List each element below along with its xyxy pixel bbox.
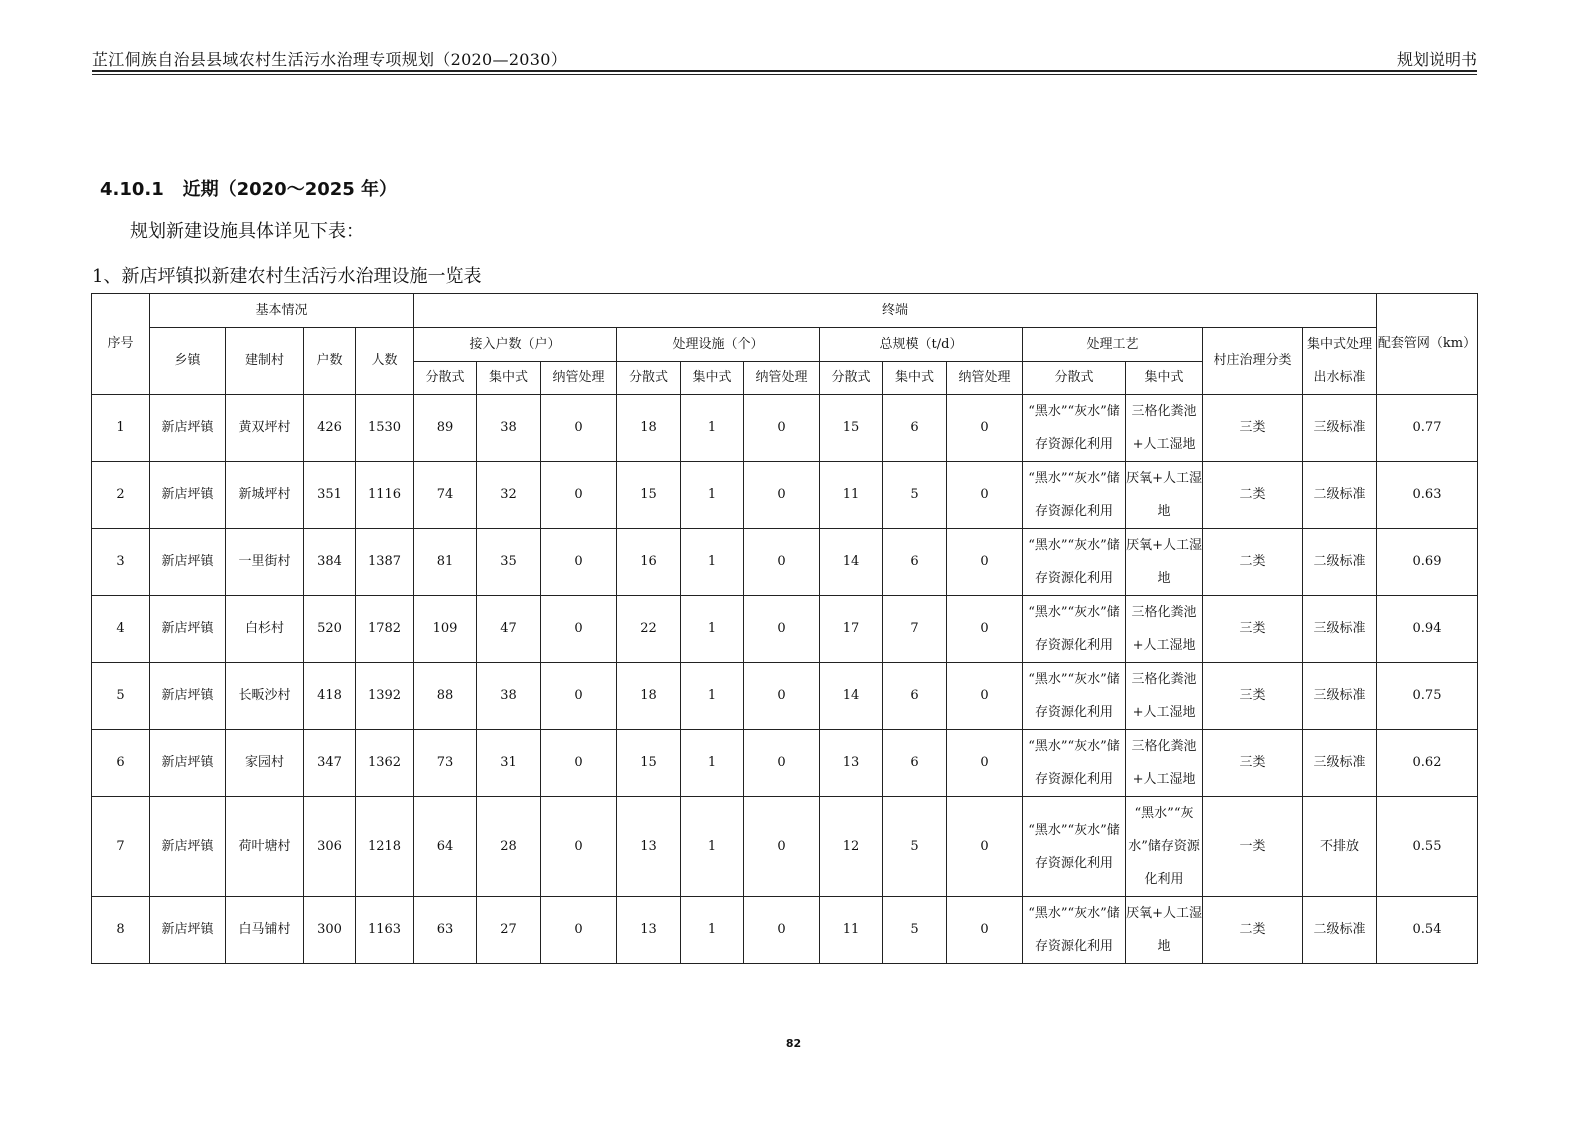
cell-proc-c: 三格化粪池+人工湿地 bbox=[1126, 730, 1203, 797]
cell-conn-d: 63 bbox=[414, 897, 477, 964]
cell-seq: 2 bbox=[92, 462, 150, 529]
cell-conn-d: 109 bbox=[414, 596, 477, 663]
cell-fac-s: 0 bbox=[744, 462, 820, 529]
th-proc-centralized: 集中式 bbox=[1126, 362, 1203, 395]
table-row bbox=[92, 663, 1478, 730]
cell-sc-d: 11 bbox=[820, 462, 883, 529]
cell-proc-d: “黑水”“灰水”储存资源化利用 bbox=[1023, 596, 1126, 663]
cell-sc-d: 11 bbox=[820, 897, 883, 964]
cell-sc-s: 0 bbox=[947, 897, 1023, 964]
cell-pipe: 0.77 bbox=[1377, 395, 1478, 462]
cell-town: 新店坪镇 bbox=[150, 897, 226, 964]
cell-pipe: 0.63 bbox=[1377, 462, 1478, 529]
cell-fac-c: 1 bbox=[681, 663, 744, 730]
cell-proc-c: 厌氧+人工湿地 bbox=[1126, 462, 1203, 529]
cell-fac-d: 18 bbox=[617, 663, 681, 730]
table-row bbox=[92, 797, 1478, 897]
cell-proc-d: “黑水”“灰水”储存资源化利用 bbox=[1023, 730, 1126, 797]
cell-sc-d: 14 bbox=[820, 529, 883, 596]
cell-category: 三类 bbox=[1203, 730, 1303, 797]
cell-population: 1387 bbox=[356, 529, 414, 596]
th-seq: 序号 bbox=[92, 294, 150, 395]
cell-sc-s: 0 bbox=[947, 663, 1023, 730]
cell-category: 一类 bbox=[1203, 797, 1303, 897]
cell-category: 二类 bbox=[1203, 462, 1303, 529]
cell-sc-c: 6 bbox=[883, 730, 947, 797]
cell-town: 新店坪镇 bbox=[150, 596, 226, 663]
cell-pipe: 0.55 bbox=[1377, 797, 1478, 897]
cell-sc-d: 12 bbox=[820, 797, 883, 897]
cell-standard: 二级标准 bbox=[1303, 462, 1377, 529]
cell-sc-s: 0 bbox=[947, 462, 1023, 529]
header-doc-type: 规划说明书 bbox=[1396, 50, 1477, 69]
cell-proc-c: 三格化粪池+人工湿地 bbox=[1126, 395, 1203, 462]
cell-village: 长畈沙村 bbox=[226, 663, 304, 730]
cell-standard: 三级标准 bbox=[1303, 395, 1377, 462]
cell-fac-c: 1 bbox=[681, 897, 744, 964]
cell-village: 新城坪村 bbox=[226, 462, 304, 529]
header-rule-thick bbox=[92, 70, 1477, 72]
cell-population: 1218 bbox=[356, 797, 414, 897]
cell-conn-c: 32 bbox=[477, 462, 541, 529]
th-proc-dispersed: 分散式 bbox=[1023, 362, 1126, 395]
cell-seq: 3 bbox=[92, 529, 150, 596]
table-row bbox=[92, 462, 1478, 529]
th-conn-sewer: 纳管处理 bbox=[541, 362, 617, 395]
cell-conn-s: 0 bbox=[541, 797, 617, 897]
cell-sc-d: 15 bbox=[820, 395, 883, 462]
cell-seq: 5 bbox=[92, 663, 150, 730]
cell-village: 一里街村 bbox=[226, 529, 304, 596]
cell-village: 白马铺村 bbox=[226, 897, 304, 964]
th-process: 处理工艺 bbox=[1023, 328, 1203, 362]
cell-conn-d: 89 bbox=[414, 395, 477, 462]
th-basic: 基本情况 bbox=[150, 294, 414, 328]
cell-fac-d: 15 bbox=[617, 462, 681, 529]
cell-seq: 4 bbox=[92, 596, 150, 663]
th-connected: 接入户数（户） bbox=[414, 328, 617, 362]
cell-population: 1116 bbox=[356, 462, 414, 529]
cell-proc-d: “黑水”“灰水”储存资源化利用 bbox=[1023, 797, 1126, 897]
cell-fac-c: 1 bbox=[681, 462, 744, 529]
section-heading bbox=[100, 175, 397, 201]
cell-conn-c: 47 bbox=[477, 596, 541, 663]
th-households: 户数 bbox=[304, 328, 356, 395]
cell-proc-c: 厌氧+人工湿地 bbox=[1126, 529, 1203, 596]
cell-category: 三类 bbox=[1203, 663, 1303, 730]
cell-proc-c: 厌氧+人工湿地 bbox=[1126, 897, 1203, 964]
cell-households: 300 bbox=[304, 897, 356, 964]
cell-proc-d: “黑水”“灰水”储存资源化利用 bbox=[1023, 663, 1126, 730]
cell-pipe: 0.54 bbox=[1377, 897, 1478, 964]
th-conn-dispersed: 分散式 bbox=[414, 362, 477, 395]
cell-fac-d: 16 bbox=[617, 529, 681, 596]
cell-conn-s: 0 bbox=[541, 663, 617, 730]
cell-households: 520 bbox=[304, 596, 356, 663]
cell-pipe: 0.69 bbox=[1377, 529, 1478, 596]
cell-standard: 三级标准 bbox=[1303, 663, 1377, 730]
cell-fac-s: 0 bbox=[744, 730, 820, 797]
cell-fac-c: 1 bbox=[681, 730, 744, 797]
cell-proc-d: “黑水”“灰水”储存资源化利用 bbox=[1023, 529, 1126, 596]
cell-proc-d: “黑水”“灰水”储存资源化利用 bbox=[1023, 897, 1126, 964]
cell-village: 白杉村 bbox=[226, 596, 304, 663]
cell-conn-c: 38 bbox=[477, 395, 541, 462]
cell-households: 306 bbox=[304, 797, 356, 897]
cell-conn-s: 0 bbox=[541, 596, 617, 663]
cell-conn-s: 0 bbox=[541, 730, 617, 797]
cell-fac-d: 13 bbox=[617, 797, 681, 897]
cell-standard: 不排放 bbox=[1303, 797, 1377, 897]
table-row bbox=[92, 596, 1478, 663]
cell-fac-d: 13 bbox=[617, 897, 681, 964]
intro-paragraph: 规划新建设施具体详见下表： bbox=[130, 221, 364, 242]
cell-fac-c: 1 bbox=[681, 596, 744, 663]
cell-town: 新店坪镇 bbox=[150, 462, 226, 529]
cell-sc-d: 13 bbox=[820, 730, 883, 797]
cell-population: 1530 bbox=[356, 395, 414, 462]
cell-population: 1392 bbox=[356, 663, 414, 730]
table-row bbox=[92, 730, 1478, 797]
th-category: 村庄治理分类 bbox=[1203, 328, 1303, 395]
cell-standard: 二级标准 bbox=[1303, 529, 1377, 596]
cell-pipe: 0.94 bbox=[1377, 596, 1478, 663]
cell-village: 荷叶塘村 bbox=[226, 797, 304, 897]
header-rule-thin bbox=[92, 74, 1477, 75]
cell-households: 418 bbox=[304, 663, 356, 730]
cell-pipe: 0.75 bbox=[1377, 663, 1478, 730]
cell-proc-c: 三格化粪池+人工湿地 bbox=[1126, 663, 1203, 730]
cell-conn-c: 35 bbox=[477, 529, 541, 596]
table-row bbox=[92, 395, 1478, 462]
cell-conn-s: 0 bbox=[541, 897, 617, 964]
cell-conn-s: 0 bbox=[541, 395, 617, 462]
cell-sc-c: 5 bbox=[883, 797, 947, 897]
cell-category: 三类 bbox=[1203, 395, 1303, 462]
cell-conn-d: 74 bbox=[414, 462, 477, 529]
th-facilities: 处理设施（个） bbox=[617, 328, 820, 362]
cell-village: 黄双坪村 bbox=[226, 395, 304, 462]
table-row bbox=[92, 897, 1478, 964]
cell-fac-c: 1 bbox=[681, 395, 744, 462]
cell-proc-c: 三格化粪池+人工湿地 bbox=[1126, 596, 1203, 663]
section-title: 近期（2020～2025 年） bbox=[182, 179, 398, 200]
cell-conn-d: 81 bbox=[414, 529, 477, 596]
cell-sc-c: 7 bbox=[883, 596, 947, 663]
cell-seq: 7 bbox=[92, 797, 150, 897]
cell-town: 新店坪镇 bbox=[150, 797, 226, 897]
cell-standard: 三级标准 bbox=[1303, 596, 1377, 663]
page-number: 82 bbox=[785, 1037, 802, 1050]
cell-sc-c: 6 bbox=[883, 529, 947, 596]
th-standard: 集中式处理出水标准 bbox=[1303, 328, 1377, 395]
th-fac-dispersed: 分散式 bbox=[617, 362, 681, 395]
cell-fac-d: 18 bbox=[617, 395, 681, 462]
cell-fac-s: 0 bbox=[744, 596, 820, 663]
cell-sc-s: 0 bbox=[947, 596, 1023, 663]
th-fac-sewer: 纳管处理 bbox=[744, 362, 820, 395]
cell-category: 二类 bbox=[1203, 529, 1303, 596]
cell-households: 351 bbox=[304, 462, 356, 529]
th-terminal: 终端 bbox=[414, 294, 1377, 328]
cell-town: 新店坪镇 bbox=[150, 395, 226, 462]
cell-fac-s: 0 bbox=[744, 897, 820, 964]
cell-town: 新店坪镇 bbox=[150, 663, 226, 730]
cell-proc-d: “黑水”“灰水”储存资源化利用 bbox=[1023, 395, 1126, 462]
cell-sc-c: 6 bbox=[883, 395, 947, 462]
facility-table bbox=[91, 293, 1478, 964]
th-fac-centralized: 集中式 bbox=[681, 362, 744, 395]
table-caption: 1、新店坪镇拟新建农村生活污水治理设施一览表 bbox=[92, 266, 482, 287]
cell-fac-d: 22 bbox=[617, 596, 681, 663]
cell-fac-s: 0 bbox=[744, 395, 820, 462]
cell-standard: 二级标准 bbox=[1303, 897, 1377, 964]
cell-population: 1782 bbox=[356, 596, 414, 663]
header-title: 芷江侗族自治县县域农村生活污水治理专项规划（2020—2030） bbox=[92, 50, 568, 69]
cell-seq: 6 bbox=[92, 730, 150, 797]
cell-conn-c: 38 bbox=[477, 663, 541, 730]
cell-town: 新店坪镇 bbox=[150, 730, 226, 797]
cell-category: 三类 bbox=[1203, 596, 1303, 663]
cell-fac-d: 15 bbox=[617, 730, 681, 797]
cell-fac-c: 1 bbox=[681, 529, 744, 596]
th-village: 建制村 bbox=[226, 328, 304, 395]
table-row bbox=[92, 529, 1478, 596]
cell-proc-c: “黑水”“灰水”储存资源化利用 bbox=[1126, 797, 1203, 897]
cell-conn-d: 73 bbox=[414, 730, 477, 797]
cell-seq: 1 bbox=[92, 395, 150, 462]
th-pipe: 配套管网（km） bbox=[1377, 294, 1478, 395]
cell-population: 1362 bbox=[356, 730, 414, 797]
cell-seq: 8 bbox=[92, 897, 150, 964]
cell-sc-c: 5 bbox=[883, 462, 947, 529]
th-town: 乡镇 bbox=[150, 328, 226, 395]
cell-proc-d: “黑水”“灰水”储存资源化利用 bbox=[1023, 462, 1126, 529]
cell-conn-d: 64 bbox=[414, 797, 477, 897]
th-scale: 总规模（t/d） bbox=[820, 328, 1023, 362]
cell-fac-c: 1 bbox=[681, 797, 744, 897]
th-population: 人数 bbox=[356, 328, 414, 395]
cell-sc-c: 5 bbox=[883, 897, 947, 964]
cell-households: 384 bbox=[304, 529, 356, 596]
cell-fac-s: 0 bbox=[744, 529, 820, 596]
cell-conn-s: 0 bbox=[541, 462, 617, 529]
cell-conn-c: 27 bbox=[477, 897, 541, 964]
cell-conn-d: 88 bbox=[414, 663, 477, 730]
cell-sc-s: 0 bbox=[947, 529, 1023, 596]
th-scale-centralized: 集中式 bbox=[883, 362, 947, 395]
cell-sc-s: 0 bbox=[947, 395, 1023, 462]
cell-sc-d: 14 bbox=[820, 663, 883, 730]
cell-pipe: 0.62 bbox=[1377, 730, 1478, 797]
table-body bbox=[92, 395, 1478, 964]
cell-sc-s: 0 bbox=[947, 730, 1023, 797]
cell-village: 家园村 bbox=[226, 730, 304, 797]
cell-conn-s: 0 bbox=[541, 529, 617, 596]
cell-conn-c: 31 bbox=[477, 730, 541, 797]
cell-standard: 三级标准 bbox=[1303, 730, 1377, 797]
cell-category: 二类 bbox=[1203, 897, 1303, 964]
cell-households: 426 bbox=[304, 395, 356, 462]
section-number: 4.10.1 bbox=[100, 179, 164, 200]
cell-sc-c: 6 bbox=[883, 663, 947, 730]
th-scale-dispersed: 分散式 bbox=[820, 362, 883, 395]
cell-population: 1163 bbox=[356, 897, 414, 964]
cell-town: 新店坪镇 bbox=[150, 529, 226, 596]
cell-fac-s: 0 bbox=[744, 797, 820, 897]
cell-sc-s: 0 bbox=[947, 797, 1023, 897]
cell-sc-d: 17 bbox=[820, 596, 883, 663]
cell-fac-s: 0 bbox=[744, 663, 820, 730]
cell-conn-c: 28 bbox=[477, 797, 541, 897]
th-conn-centralized: 集中式 bbox=[477, 362, 541, 395]
cell-households: 347 bbox=[304, 730, 356, 797]
th-scale-sewer: 纳管处理 bbox=[947, 362, 1023, 395]
